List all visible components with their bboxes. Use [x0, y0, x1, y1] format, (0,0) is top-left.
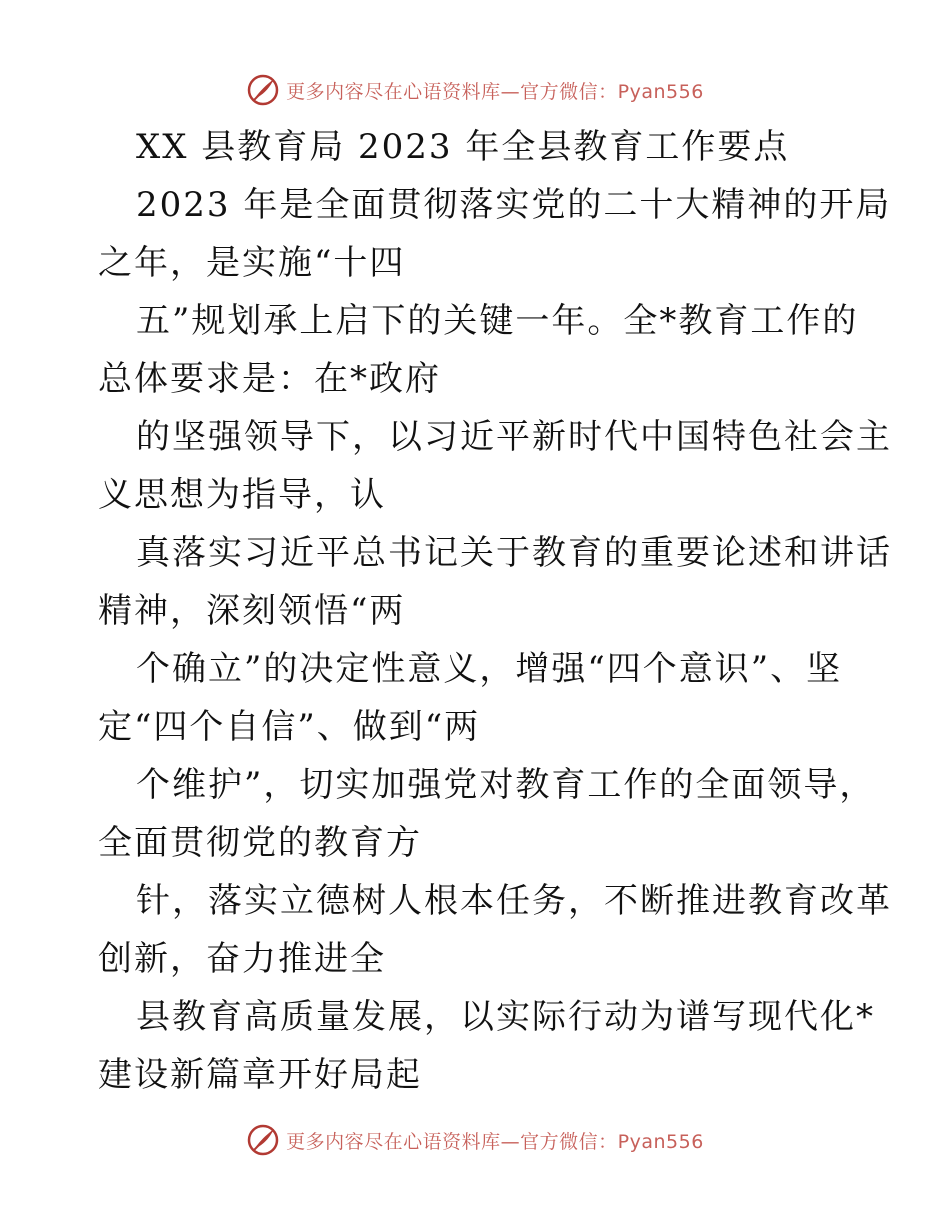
paragraph-line: 县教育高质量发展，以实际行动为谱写现代化* — [136, 997, 875, 1037]
document-title: XX 县教育局 2023 年全县教育工作要点 — [136, 127, 790, 167]
watermark-text: 更多内容尽在心语资料库—官方微信：Pyan556 — [286, 1130, 704, 1153]
paragraph-line: 精神，深刻领悟“两 — [98, 591, 406, 631]
paragraph-line: 个确立”的决定性意义，增强“四个意识”、坚 — [136, 649, 843, 689]
header-watermark — [0, 70, 950, 110]
footer-watermark — [0, 1120, 950, 1160]
paragraph-line: 定“四个自信”、做到“两 — [98, 707, 481, 747]
paragraph-line: 总体要求是：在*政府 — [98, 359, 441, 399]
watermark-text: 更多内容尽在心语资料库—官方微信：Pyan556 — [286, 80, 704, 103]
paragraph-line: 真落实习近平总书记关于教育的重要论述和讲话 — [136, 533, 892, 573]
paragraph-line: 义思想为指导，认 — [98, 475, 386, 515]
paragraph-line: 创新，奋力推进全 — [98, 939, 386, 979]
paragraph-line: 个维护”，切实加强党对教育工作的全面领导， — [136, 765, 876, 805]
quill-logo-icon — [246, 1123, 280, 1157]
document-body — [98, 118, 892, 1104]
paragraph-line: 之年，是实施“十四 — [98, 243, 406, 283]
paragraph-line: 五”规划承上启下的关键一年。全*教育工作的 — [136, 301, 859, 341]
paragraph-line: 2023 年是全面贯彻落实党的二十大精神的开局 — [136, 185, 892, 225]
paragraph-line: 的坚强领导下，以习近平新时代中国特色社会主 — [136, 417, 892, 457]
paragraph-line: 全面贯彻党的教育方 — [98, 823, 422, 863]
quill-logo-icon — [246, 73, 280, 107]
paragraph-line: 建设新篇章开好局起 — [98, 1055, 422, 1095]
paragraph-line: 针，落实立德树人根本任务，不断推进教育改革 — [136, 881, 892, 921]
